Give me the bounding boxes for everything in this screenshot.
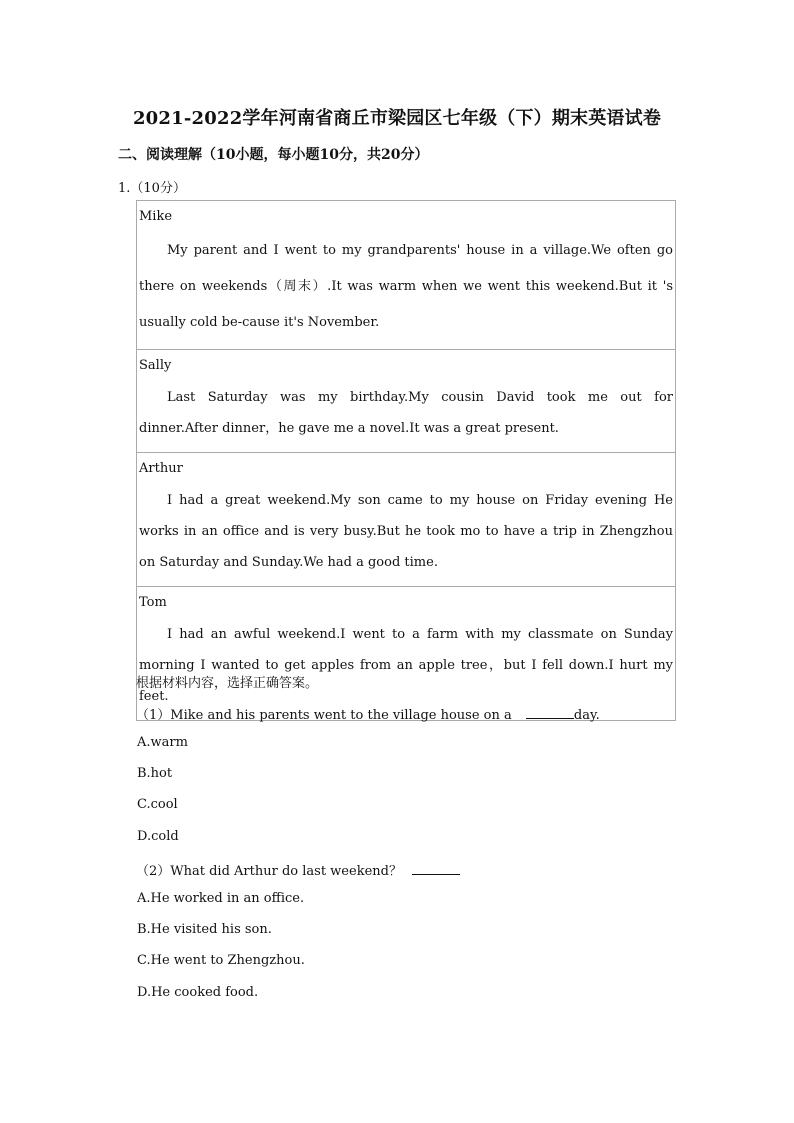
passage-name: Arthur	[139, 461, 183, 476]
option-1d[interactable]: D.cold	[137, 829, 179, 844]
table-row	[137, 453, 676, 587]
option-1c[interactable]: C.cool	[137, 797, 178, 812]
passage-cell	[137, 587, 676, 721]
option-1a[interactable]: A.warm	[137, 735, 188, 750]
passage-name: Sally	[139, 358, 172, 373]
question-1	[136, 704, 600, 723]
passage-text: I had an awful weekend.I went to a farm with my classmate on Sunday morning I wanted to get apples from an apple tree，but I fell down.I hurt my feet.	[139, 627, 673, 704]
passage-cell	[137, 350, 676, 453]
question-2-prefix: （2）What did Arthur do last weekend？	[136, 864, 402, 879]
answer-blank[interactable]	[526, 706, 574, 719]
passage-cell	[137, 453, 676, 587]
question-1-suffix: day.	[573, 708, 600, 723]
option-2a[interactable]: A.He worked in an office.	[137, 891, 305, 906]
option-1b[interactable]: B.hot	[137, 766, 173, 781]
option-2d[interactable]: D.He cooked food.	[137, 985, 259, 1000]
passage-name: Tom	[139, 595, 167, 610]
table-row	[137, 201, 676, 350]
option-2b[interactable]: B.He visited his son.	[137, 922, 272, 937]
instruction-text: 根据材料内容，选择正确答案。	[136, 676, 319, 691]
answer-blank[interactable]	[412, 862, 460, 875]
passage-cell	[137, 201, 676, 350]
section-heading: 二、阅读理解（10小题，每小题10分，共20分）	[118, 147, 429, 163]
passage-text: My parent and I went to my grandparents' house in a village.We often go there on weekends（周末）.It was warm when we went this weekend.But it 's usually cold be-cause it's November.	[139, 243, 673, 330]
passage-name: Mike	[139, 209, 173, 224]
passages-table	[136, 200, 676, 721]
option-2c[interactable]: C.He went to Zhengzhou.	[137, 953, 305, 968]
page-title: 2021-2022学年河南省商丘市梁园区七年级（下）期末英语试卷	[132, 108, 662, 129]
passage-text: I had a great weekend.My son came to my house on Friday evening He works in an office and is very busy.But he took mo to have a trip in Zhengzhou on Saturday and Sunday.We had a good time.	[139, 493, 673, 570]
question-number: 1.（10分）	[118, 181, 186, 196]
table-row	[137, 587, 676, 721]
question-2	[136, 860, 460, 879]
question-1-prefix: （1）Mike and his parents went to the village house on a	[136, 708, 512, 723]
passage-text: Last Saturday was my birthday.My cousin David took me out for dinner.After dinner，he gave me a novel.It was a great present.	[139, 390, 673, 436]
table-row	[137, 350, 676, 453]
